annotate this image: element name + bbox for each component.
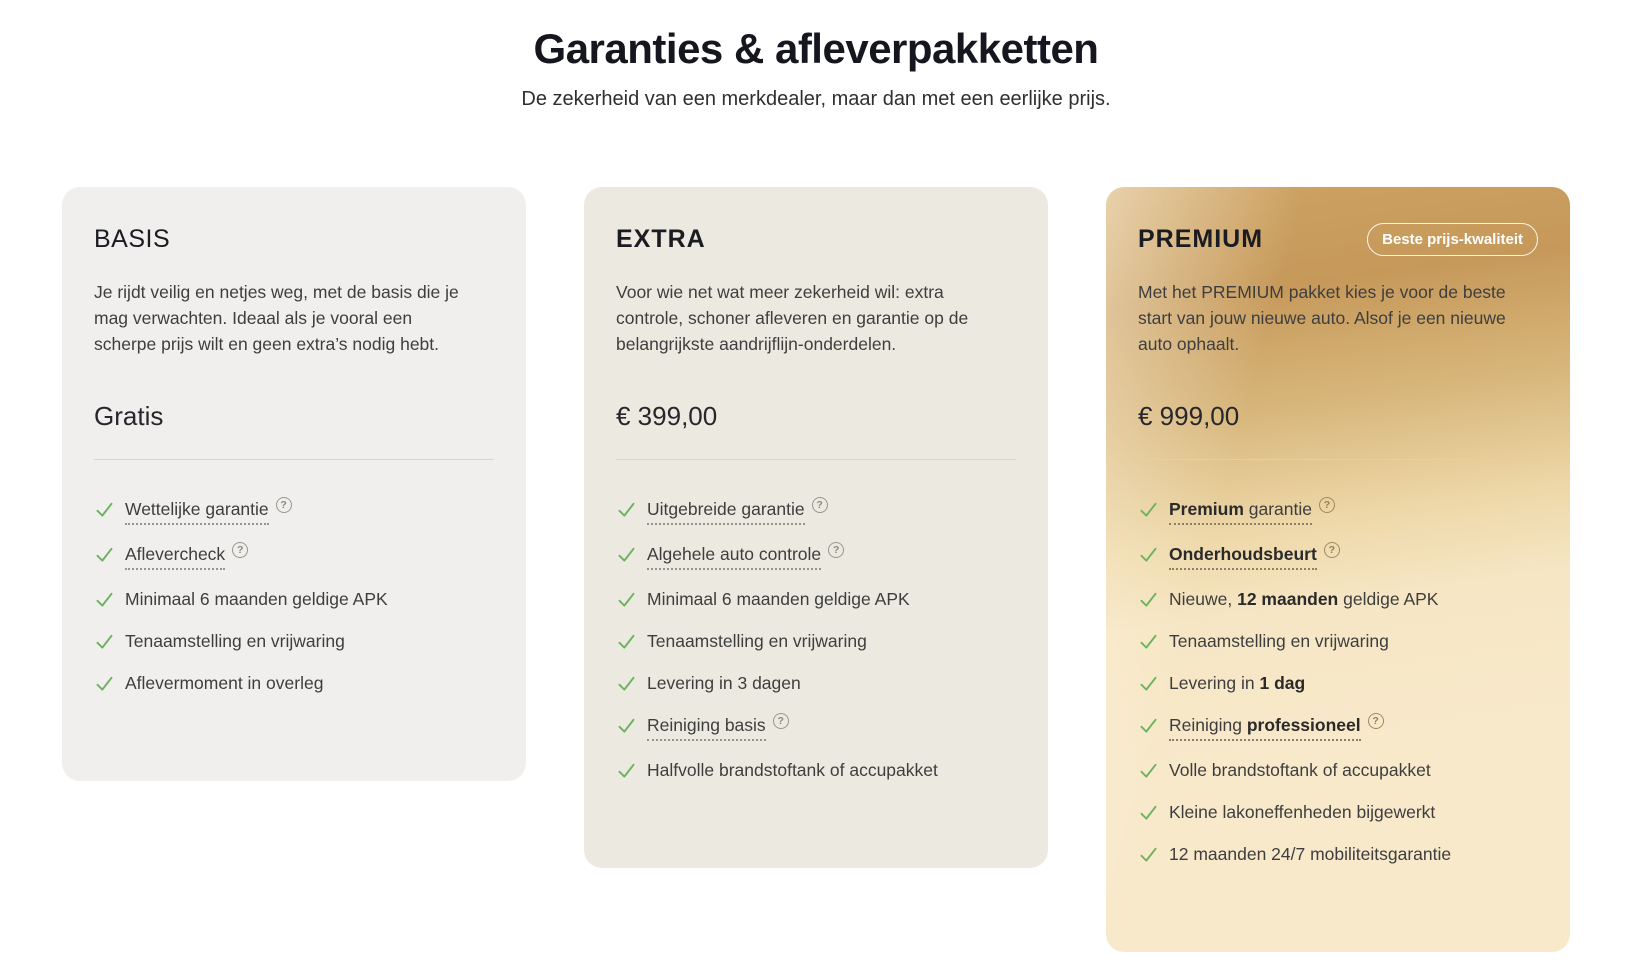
feature-label[interactable] [647, 541, 821, 570]
feature-item [616, 757, 1016, 783]
question-mark-icon[interactable]: ? [773, 713, 789, 729]
feature-label-segment: Aflevercheck [125, 544, 226, 565]
divider [616, 459, 1016, 460]
feature-item [616, 712, 1016, 741]
package-description: Voor wie net wat meer zekerheid wil: extra controle, schoner afleveren en garantie op de belangrijkste aandrijflijn-onderdelen. [616, 282, 969, 355]
feature-label[interactable] [125, 496, 269, 525]
feature-label [1169, 841, 1451, 867]
feature-label[interactable] [1169, 712, 1361, 741]
package-card-extra [584, 187, 1048, 868]
check-icon [1138, 673, 1159, 694]
package-title: PREMIUM [1138, 224, 1264, 253]
card-header [1138, 221, 1538, 257]
feature-label [647, 757, 938, 783]
feature-item [94, 628, 494, 654]
check-icon [616, 631, 637, 652]
check-icon [616, 589, 637, 610]
feature-label-segment: 1 dag [1259, 673, 1306, 694]
feature-label-segment: Minimaal 6 maanden geldige APK [647, 589, 910, 610]
feature-item [1138, 670, 1538, 696]
check-icon [616, 673, 637, 694]
feature-label-segment: Nieuwe, [1169, 589, 1238, 610]
feature-label-segment: Onderhoudsbeurt [1169, 544, 1317, 565]
package-title: EXTRA [616, 224, 706, 253]
feature-label [647, 670, 801, 696]
check-icon [1138, 802, 1159, 823]
check-icon [616, 715, 637, 736]
question-mark-icon[interactable]: ? [812, 497, 828, 513]
page-subtitle: De zekerheid van een merkdealer, maar dan met een eerlijke prijs. [521, 88, 1111, 111]
check-icon [94, 499, 115, 520]
package-cards [62, 187, 1570, 952]
check-icon [1138, 499, 1159, 520]
feature-label-segment: Reiniging basis [647, 715, 766, 736]
feature-item [1138, 799, 1538, 825]
feature-label-segment: Reiniging [1169, 715, 1247, 736]
package-price: € 999,00 [1138, 401, 1240, 432]
package-title: BASIS [94, 224, 171, 253]
feature-list [1138, 496, 1538, 867]
feature-label-segment: Kleine lakoneffenheden bijgewerkt [1169, 802, 1436, 823]
check-icon [94, 631, 115, 652]
feature-label [1169, 586, 1438, 612]
feature-item [616, 496, 1016, 525]
page-title: Garanties & afleverpakketten [533, 25, 1099, 72]
feature-label [125, 586, 388, 612]
feature-label-segment: Tenaamstelling en vrijwaring [1169, 631, 1389, 652]
feature-item [1138, 541, 1538, 570]
check-icon [94, 673, 115, 694]
feature-label-segment: 12 maanden 24/7 mobiliteitsgarantie [1169, 844, 1452, 865]
packages-section [62, 0, 1570, 952]
section-header [62, 0, 1570, 111]
feature-label-segment: Levering in [1169, 673, 1260, 694]
feature-label [125, 670, 323, 696]
feature-item [616, 670, 1016, 696]
feature-label-segment: Minimaal 6 maanden geldige APK [125, 589, 388, 610]
check-icon [616, 760, 637, 781]
package-card-premium [1106, 187, 1570, 952]
feature-label-segment: Tenaamstelling en vrijwaring [125, 631, 345, 652]
check-icon [1138, 544, 1159, 565]
check-icon [1138, 760, 1159, 781]
feature-label [1169, 670, 1305, 696]
check-icon [94, 544, 115, 565]
best-value-badge: Beste prijs-kwaliteit [1367, 223, 1538, 256]
card-header [94, 221, 494, 257]
question-mark-icon[interactable]: ? [1324, 542, 1340, 558]
feature-item [1138, 841, 1538, 867]
feature-label [647, 628, 867, 654]
divider [94, 459, 494, 460]
feature-item [1138, 586, 1538, 612]
feature-label[interactable] [647, 496, 805, 525]
feature-label-segment: Uitgebreide garantie [647, 499, 805, 520]
feature-list [616, 496, 1016, 783]
check-icon [94, 589, 115, 610]
feature-label[interactable] [1169, 541, 1317, 570]
feature-label-segment: Halfvolle brandstoftank of accupakket [647, 760, 938, 781]
feature-label [1169, 799, 1435, 825]
check-icon [616, 499, 637, 520]
question-mark-icon[interactable]: ? [232, 542, 248, 558]
check-icon [1138, 715, 1159, 736]
feature-label-segment: Aflevermoment in overleg [125, 673, 324, 694]
feature-item [94, 541, 494, 570]
feature-label-segment: Algehele auto controle [647, 544, 822, 565]
feature-label[interactable] [125, 541, 225, 570]
feature-item [616, 628, 1016, 654]
feature-label [647, 586, 910, 612]
feature-label-segment: professioneel [1246, 715, 1361, 736]
feature-item [616, 541, 1016, 570]
feature-label-segment: Volle brandstoftank of accupakket [1169, 760, 1431, 781]
feature-item [1138, 757, 1538, 783]
package-price: € 399,00 [616, 401, 718, 432]
feature-item [94, 586, 494, 612]
feature-label-segment: Premium [1169, 499, 1244, 520]
package-card-basis [62, 187, 526, 781]
feature-item [94, 670, 494, 696]
feature-label-segment: Tenaamstelling en vrijwaring [647, 631, 867, 652]
question-mark-icon[interactable]: ? [1368, 713, 1384, 729]
feature-label[interactable] [1169, 496, 1312, 525]
feature-label-segment: Wettelijke garantie [125, 499, 269, 520]
card-header [616, 221, 1016, 257]
feature-item [616, 586, 1016, 612]
feature-item [1138, 712, 1538, 741]
feature-label-segment: geldige APK [1338, 589, 1439, 610]
feature-item [94, 496, 494, 525]
package-price: Gratis [94, 401, 164, 432]
check-icon [616, 544, 637, 565]
feature-label-segment: garantie [1243, 499, 1312, 520]
question-mark-icon[interactable]: ? [276, 497, 292, 513]
feature-label [125, 628, 345, 654]
check-icon [1138, 589, 1159, 610]
feature-item [1138, 628, 1538, 654]
package-description: Je rijdt veilig en netjes weg, met de basis die je mag verwachten. Ideaal als je vooral een scherpe prijs wilt en geen extra’s nodig hebt. [94, 282, 459, 355]
feature-list [94, 496, 494, 696]
feature-label [1169, 628, 1389, 654]
feature-label-segment: 12 maanden [1237, 589, 1339, 610]
question-mark-icon[interactable]: ? [1319, 497, 1335, 513]
divider [1138, 459, 1538, 460]
feature-label[interactable] [647, 712, 766, 741]
question-mark-icon[interactable]: ? [828, 542, 844, 558]
check-icon [1138, 631, 1159, 652]
feature-item [1138, 496, 1538, 525]
feature-label-segment: Levering in 3 dagen [647, 673, 801, 694]
package-description: Met het PREMIUM pakket kies je voor de beste start van jouw nieuwe auto. Alsof je een nieuwe auto ophaalt. [1138, 282, 1506, 355]
check-icon [1138, 844, 1159, 865]
feature-label [1169, 757, 1431, 783]
